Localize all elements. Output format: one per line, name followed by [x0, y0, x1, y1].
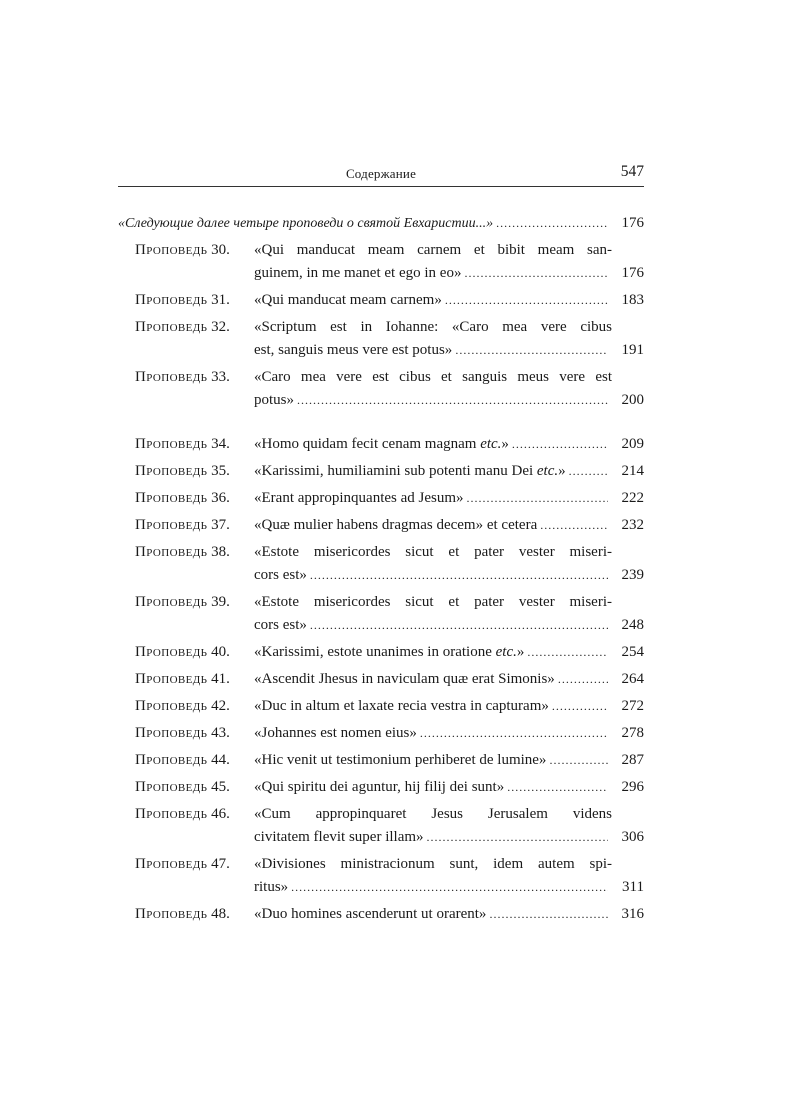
table-of-contents: [118, 212, 644, 930]
toc-entry-label: Проповедь 45.: [135, 779, 230, 795]
toc-intro-entry: [118, 212, 644, 235]
toc-entry-title: «Hic venit ut testimonium perhiberet de lumine»: [254, 752, 547, 768]
toc-page-number: 209: [621, 436, 644, 452]
toc-intro-title: «Следующие далее четыре проповеди о святой Евхаристии...»: [118, 216, 494, 231]
toc-entry-title: «Duo homines ascenderunt ut orarent»: [254, 906, 487, 922]
toc-entry-label: Проповедь 30.: [135, 242, 230, 258]
dot-leader: [549, 749, 608, 772]
toc-entry-label: Проповедь 35.: [135, 463, 230, 479]
page-number: 547: [620, 163, 644, 180]
toc-page-number: 306: [621, 829, 644, 845]
dot-leader: [552, 695, 608, 718]
toc-page-number: 311: [622, 879, 644, 895]
toc-entry-title-line: «Scriptum est in Iohanne: «Caro mea vere cibus: [254, 319, 612, 335]
toc-entry: [118, 541, 644, 587]
dot-leader: [464, 262, 608, 285]
dot-leader: [569, 460, 608, 483]
toc-entry-label: Проповедь 33.: [135, 369, 230, 385]
toc-entry-title-line: «Estote misericordes sicut et pater vester miseri-: [254, 544, 612, 560]
toc-entry: [118, 316, 644, 362]
toc-entry-label: Проповедь 43.: [135, 725, 230, 741]
toc-entry-title-line: «Estote misericordes sicut et pater vester miseri-: [254, 594, 612, 610]
book-page: [118, 0, 644, 1114]
toc-entry-title: «Qui manducat meam carnem»: [254, 292, 442, 308]
toc-entry-title: «Karissimi, estote unanimes in oratione etc.»: [254, 644, 525, 660]
dot-leader: [558, 668, 608, 691]
toc-entry-title: cors est»: [254, 567, 307, 583]
dot-leader: [297, 389, 608, 412]
toc-page-number: 200: [621, 392, 644, 408]
toc-entry: [118, 641, 644, 664]
toc-entry-label: Проповедь 44.: [135, 752, 230, 768]
toc-entry: [118, 591, 644, 637]
toc-entry: [118, 433, 644, 456]
running-head: [118, 158, 644, 187]
toc-page-number: 287: [621, 752, 644, 768]
toc-page-number: 254: [621, 644, 644, 660]
toc-entry: [118, 749, 644, 772]
toc-entry-title-line: «Divisiones ministracionum sunt, idem autem spi-: [254, 856, 612, 872]
toc-entry-label: Проповедь 36.: [135, 490, 230, 506]
dot-leader: [445, 289, 608, 312]
toc-entry-title-line: «Cum appropinquaret Jesus Jerusalem videns: [254, 806, 612, 822]
toc-entry: [118, 853, 644, 899]
toc-entry-title: «Karissimi, humiliamini sub potenti manu Dei etc.»: [254, 463, 566, 479]
dot-leader: [527, 641, 608, 664]
toc-entry-title: potus»: [254, 392, 295, 408]
toc-entry-label: Проповедь 48.: [135, 906, 230, 922]
dot-leader: [455, 339, 608, 362]
toc-entry: [118, 366, 644, 412]
running-title: Содержание: [345, 166, 417, 181]
toc-entry-title: ritus»: [254, 879, 289, 895]
dot-leader: [507, 776, 608, 799]
toc-entry-label: Проповедь 46.: [135, 806, 230, 822]
toc-page-number: 316: [621, 906, 644, 922]
toc-entry: [118, 487, 644, 510]
toc-page-number: 176: [621, 215, 644, 231]
toc-entry-label: Проповедь 40.: [135, 644, 230, 660]
dot-leader: [310, 614, 608, 637]
toc-page-number: 296: [621, 779, 644, 795]
toc-entry-title: guinem, in me manet et ego in eo»: [254, 265, 462, 281]
toc-entry-label: Проповедь 34.: [135, 436, 230, 452]
toc-entry-label: Проповедь 32.: [135, 319, 230, 335]
toc-entry: [118, 289, 644, 312]
dot-leader: [420, 722, 608, 745]
toc-entry-title-line: «Qui manducat meam carnem et bibit meam san-: [254, 242, 612, 258]
toc-entry: [118, 695, 644, 718]
toc-page-number: 278: [621, 725, 644, 741]
toc-entry-title: «Quæ mulier habens dragmas decem» et cetera: [254, 517, 538, 533]
toc-entry-title: «Qui spiritu dei aguntur, hij filij dei sunt»: [254, 779, 505, 795]
toc-entry: [118, 460, 644, 483]
toc-entry-title: «Homo quidam fecit cenam magnam etc.»: [254, 436, 509, 452]
toc-entry-label: Проповедь 37.: [135, 517, 230, 533]
toc-entry-title: «Duc in altum et laxate recia vestra in capturam»: [254, 698, 549, 714]
toc-page-number: 222: [621, 490, 644, 506]
toc-entry-title: est, sanguis meus vere est potus»: [254, 342, 453, 358]
toc-entry-title: «Erant appropinquantes ad Jesum»: [254, 490, 464, 506]
dot-leader: [291, 876, 608, 899]
toc-page-number: 264: [621, 671, 644, 687]
toc-entry: [118, 803, 644, 849]
toc-entry: [118, 514, 644, 537]
toc-entry-title: «Ascendit Jhesus in naviculam quæ erat Simonis»: [254, 671, 555, 687]
toc-page-number: 272: [621, 698, 644, 714]
toc-entry: [118, 239, 644, 285]
toc-entry-label: Проповедь 39.: [135, 594, 230, 610]
toc-entry-label: Проповедь 38.: [135, 544, 230, 560]
toc-entry: [118, 668, 644, 691]
toc-entry-label: Проповедь 31.: [135, 292, 230, 308]
toc-entry-title-line: «Caro mea vere est cibus et sanguis meus vere est: [254, 369, 612, 385]
toc-entry-label: Проповедь 47.: [135, 856, 230, 872]
toc-entry: [118, 776, 644, 799]
dot-leader: [310, 564, 608, 587]
dot-leader: [496, 212, 608, 235]
toc-entry-title: «Johannes est nomen eius»: [254, 725, 417, 741]
toc-page-number: 191: [621, 342, 644, 358]
toc-page-number: 183: [621, 292, 644, 308]
dot-leader: [467, 487, 608, 510]
toc-entry-title: cors est»: [254, 617, 307, 633]
dot-leader: [489, 903, 608, 926]
toc-entry-label: Проповедь 42.: [135, 698, 230, 714]
dot-leader: [512, 433, 608, 456]
toc-entry: [118, 903, 644, 926]
dot-leader: [427, 826, 608, 849]
toc-entry-label: Проповедь 41.: [135, 671, 230, 687]
toc-page-number: 239: [621, 567, 644, 583]
toc-page-number: 214: [621, 463, 644, 479]
dot-leader: [540, 514, 608, 537]
toc-page-number: 176: [621, 265, 644, 281]
toc-page-number: 248: [621, 617, 644, 633]
toc-page-number: 232: [621, 517, 644, 533]
toc-entry: [118, 722, 644, 745]
toc-entry-title: civitatem flevit super illam»: [254, 829, 424, 845]
